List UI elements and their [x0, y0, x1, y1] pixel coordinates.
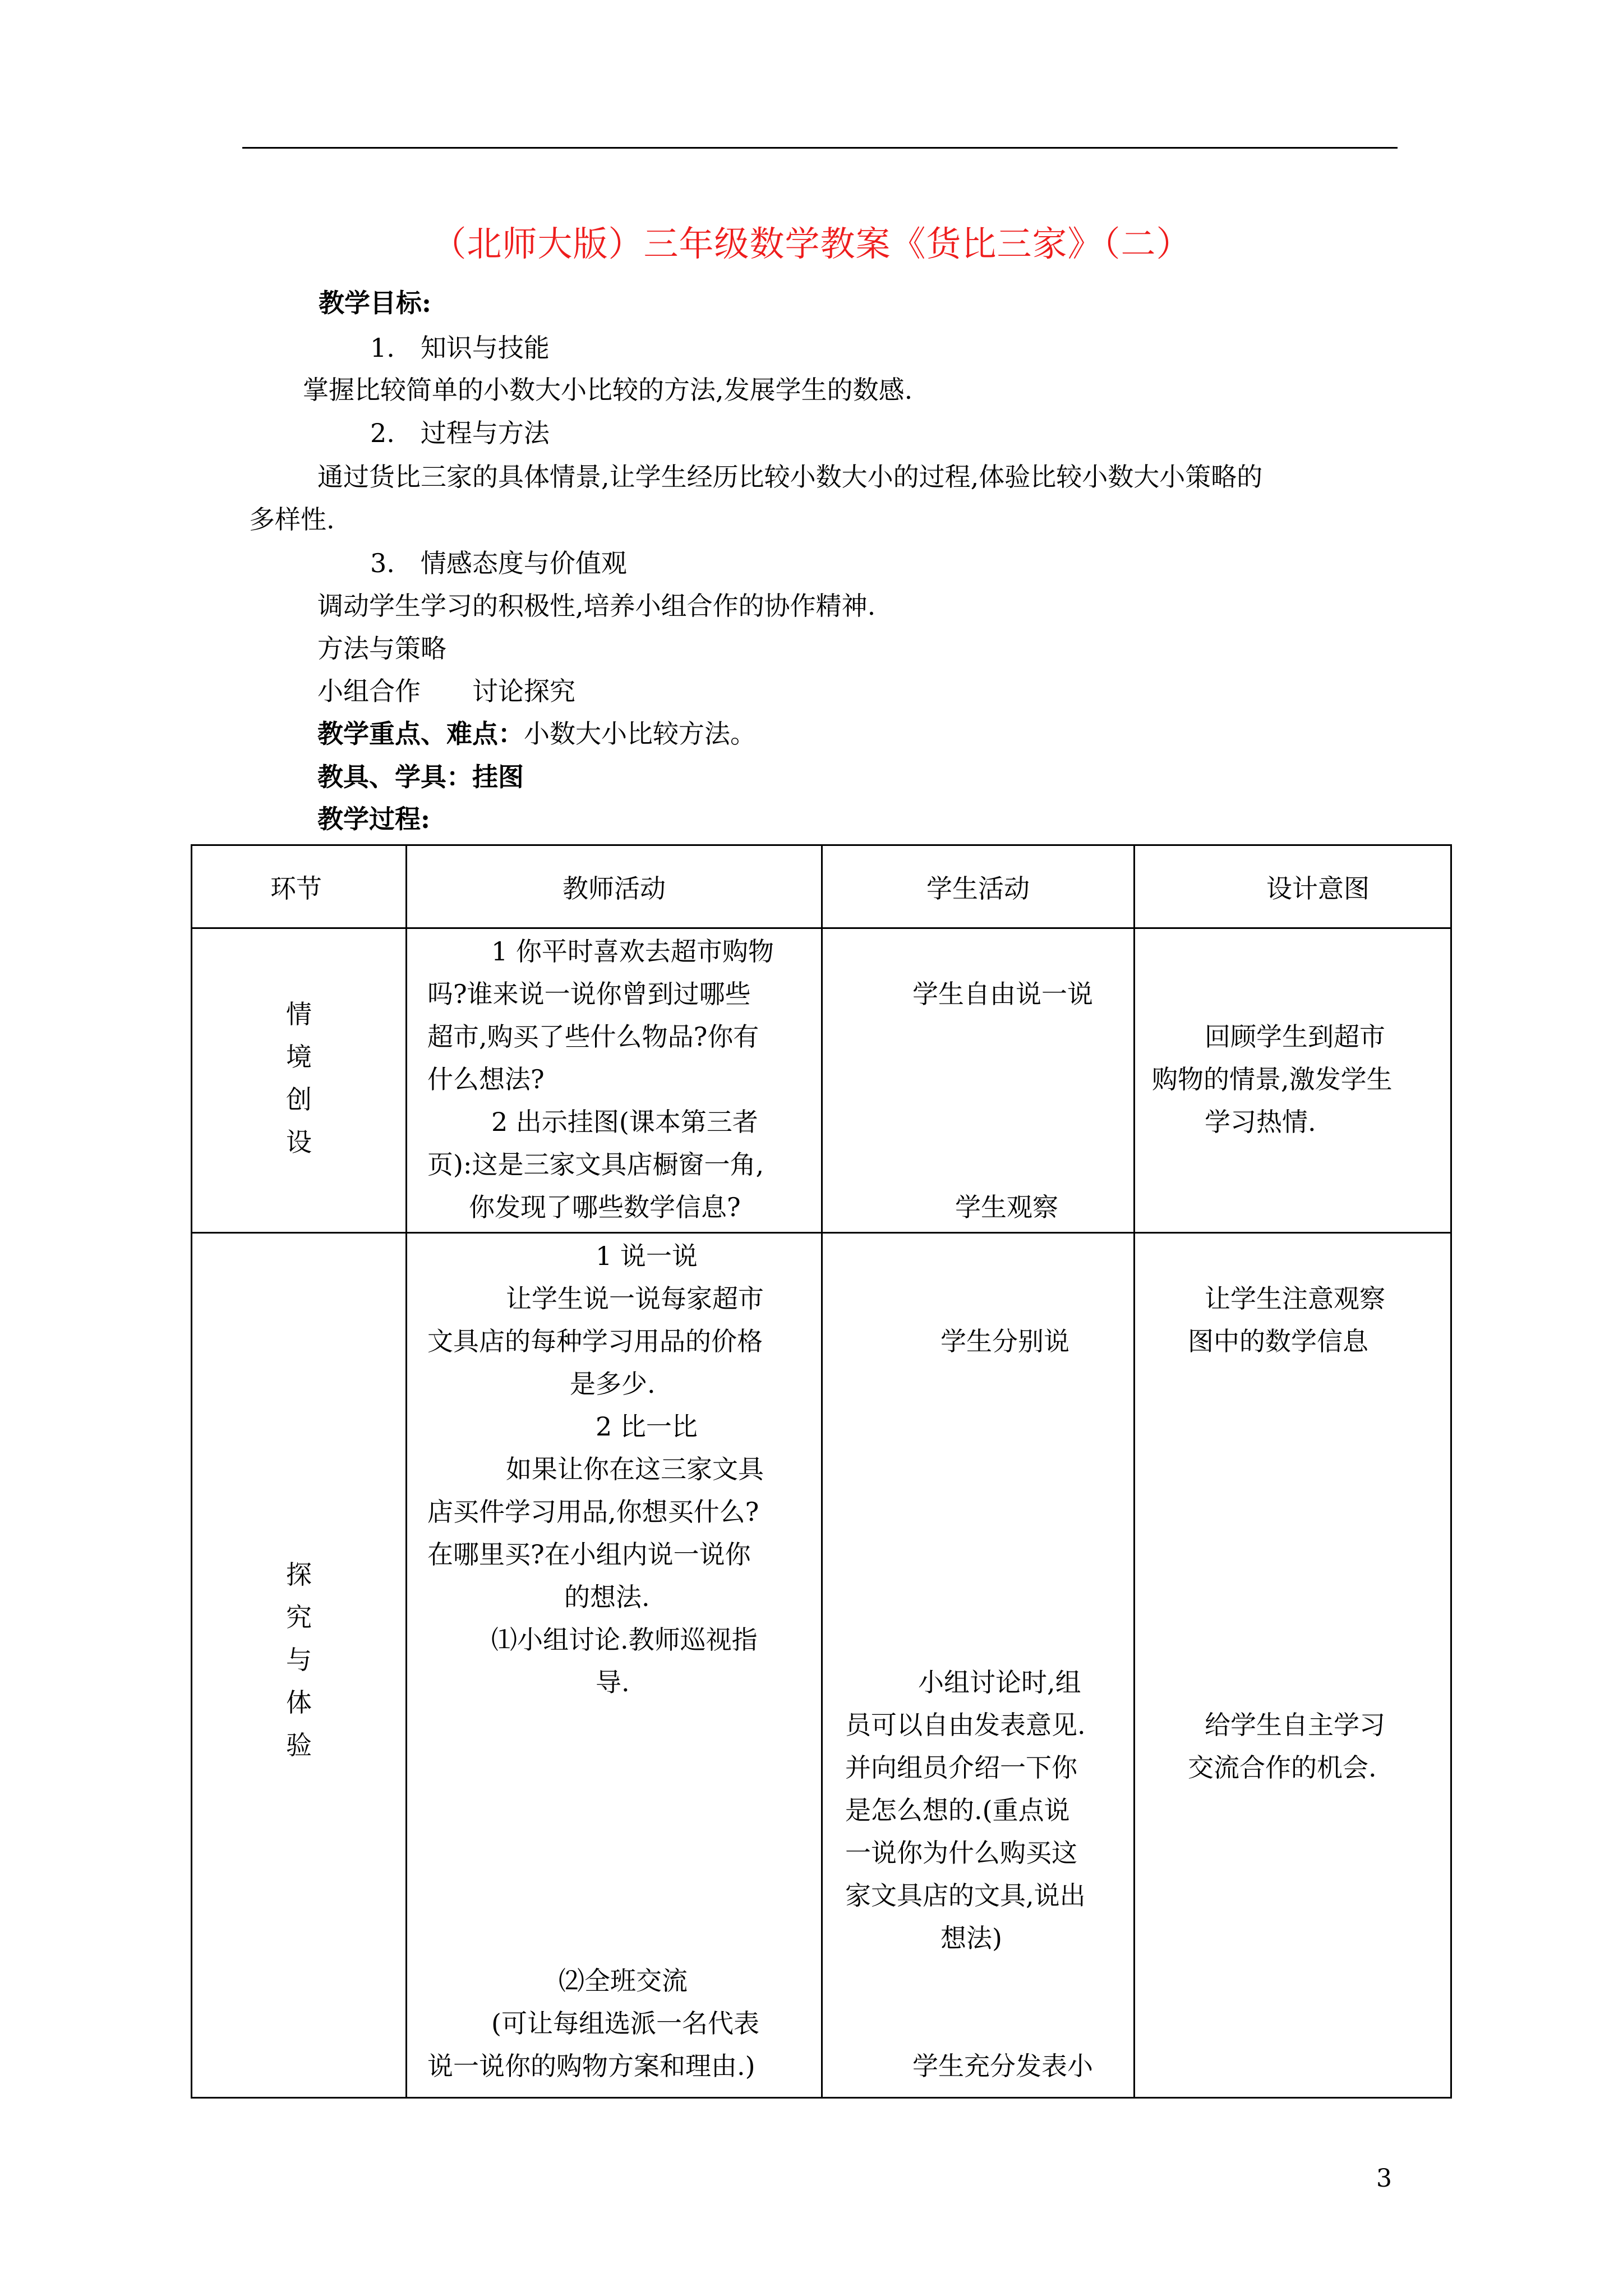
- objectives-heading: 教学目标:: [319, 288, 431, 318]
- key-points-label: 教学重点、难点：: [317, 719, 524, 749]
- objective-3-text: 调动学生学习的积极性,培养小组合作的协作精神.: [317, 591, 876, 621]
- table-row: [192, 1233, 1451, 2098]
- header-stage: 环节: [192, 845, 407, 928]
- teacher-cell-explore: 1 说一说 让学生说一说每家超市 文具店的每种学习用品的价格 是多少. 2 比一比 如果让你在这三家文具 店买件学习用品,你想买什么? 在哪里买?在小组内说一说你 的想法. ⑴小组讨论.教师巡视指 导. ⑵全班交流 (可让每组选派一名代表 说一说你的购物方案和理由.): [407, 1233, 822, 2098]
- header-student: 学生活动: [822, 845, 1135, 928]
- process-heading: 教学过程:: [317, 804, 430, 834]
- student-cell-situation: 学生自由说一说 学生观察: [822, 928, 1135, 1233]
- table-row: [192, 928, 1451, 1233]
- process-table: [191, 844, 1452, 2099]
- key-points: [317, 717, 756, 751]
- intent-cell-explore: 让学生注意观察 图中的数学信息 给学生自主学习 交流合作的机会.: [1135, 1233, 1451, 2098]
- key-points-text: 小数大小比较方法。: [524, 719, 756, 749]
- intent-cell-situation: 回顾学生到超市 购物的情景,激发学生 学习热情.: [1135, 928, 1451, 1233]
- method-heading: 方法与策略: [317, 633, 446, 664]
- table-header-row: [192, 845, 1451, 928]
- objective-2-text-a: 通过货比三家的具体情景,让学生经历比较小数大小的过程,体验比较小数大小策略的: [317, 462, 1263, 492]
- header-rule: [242, 147, 1398, 149]
- tools-line: 教具、学具：挂图: [317, 762, 524, 792]
- header-teacher: 教师活动: [407, 845, 822, 928]
- objective-2-text-b: 多样性.: [249, 504, 335, 535]
- document-title: （北师大版）三年级数学教案《货比三家》（二）: [431, 223, 1192, 264]
- objective-2-title: 2. 过程与方法: [370, 418, 550, 448]
- objective-1-title: 1. 知识与技能: [370, 333, 550, 363]
- objective-3-title: 3. 情感态度与价值观: [370, 548, 627, 578]
- header-intent: 设计意图: [1135, 845, 1451, 928]
- stage-cell-situation: 情 境 创 设: [192, 928, 407, 1233]
- page-number: 3: [1376, 2164, 1392, 2193]
- stage-cell-explore: 探 究 与 体 验: [192, 1233, 407, 2098]
- teacher-cell-situation: 1 你平时喜欢去超市购物 吗?谁来说一说你曾到过哪些 超市,购买了些什么物品?你有 什么想法? 2 出示挂图(课本第三者 页):这是三家文具店橱窗一角, 你发现了哪些数学信息?: [407, 928, 822, 1233]
- objective-1-text: 掌握比较简单的小数大小比较的方法,发展学生的数感.: [303, 375, 913, 405]
- student-cell-explore: 学生分别说 小组讨论时,组 员可以自由发表意见. 并向组员介绍一下你 是怎么想的.(重点说 一说你为什么购买这 家文具店的文具,说出 想法) 学生充分发表小: [822, 1233, 1135, 2098]
- method-text: 小组合作 讨论探究: [317, 676, 575, 706]
